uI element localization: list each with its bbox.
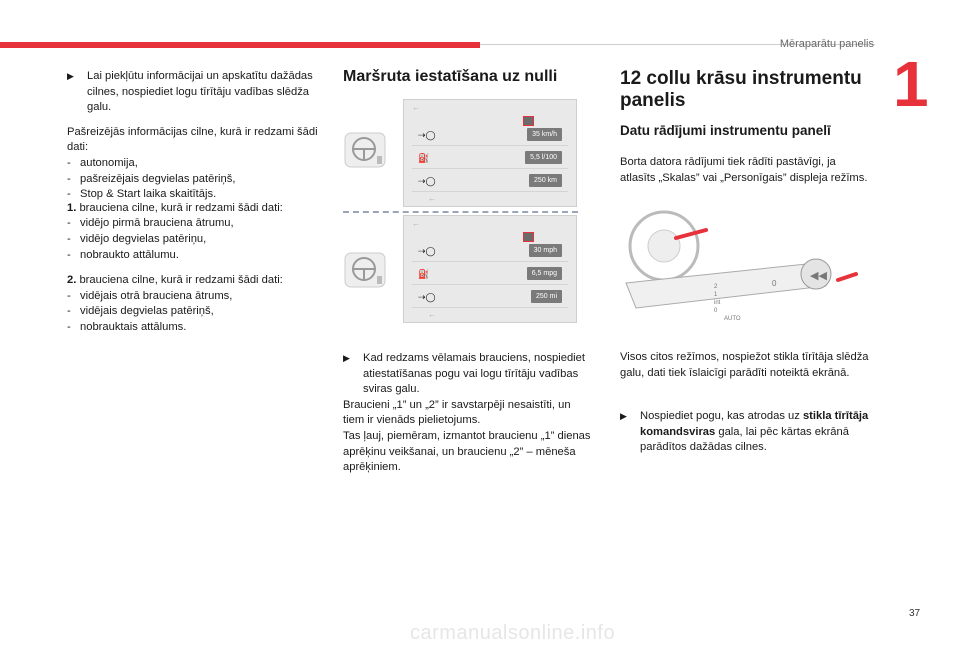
right-title: 12 collu krāsu instrumentu panelis — [620, 68, 862, 111]
list-item-text: vidējais otrā brauciena ātrums, — [80, 289, 233, 302]
left-bullet — [67, 69, 322, 116]
distance-value: 250 mi — [531, 290, 562, 303]
list-item: - nobrauktais attālums. — [67, 320, 187, 333]
middle-bullet-text: Kad redzams vēlamais brauciens, nospiediet atiestatīšanas pogu vai logu tīrītāju vadības sviras galu. — [363, 352, 586, 396]
list-item: - nobraukto attālumu. — [67, 248, 179, 261]
middle-para-2: Tas ļauj, piemēram, izmantot braucienu „1” dienas aprēķinu veikšanai, un braucienu „2” – mēneša aprēķiniem. — [343, 429, 591, 474]
wiper-stalk-illustration — [616, 208, 866, 333]
red-arrow-icon — [676, 230, 706, 238]
list-item: - Stop & Start laika skaitītājs. — [67, 188, 217, 201]
chapter-number: 1 — [893, 48, 929, 120]
watermark: carmanualsonline.info — [410, 622, 616, 644]
stalk-end-arrows-icon: ◀◀ — [810, 270, 827, 282]
right-para-1: Borta datora rādījumi tiek rādīti pastāvīgi, ja atlasīts „Skalas” vai „Personīgais” displeja režīms. — [620, 156, 868, 184]
fuel-icon: ⛽ — [418, 269, 430, 279]
list-item-text: nobraukto attālumu. — [80, 248, 179, 261]
consumption-value: 5,5 l/100 — [525, 151, 562, 164]
right-bullet-post: gala, lai pēc kārtas ekrānā parādītos dažādas cilnes. — [640, 425, 849, 454]
trip1-number: 1. — [67, 201, 77, 214]
trip2-intro — [67, 273, 322, 289]
left-bullet-text: Lai piekļūtu informācijai un apskatītu dažādas cilnes, nospiediet logu tīrītāju vadības slēdža galu. — [87, 70, 313, 114]
stalk-label: int — [714, 300, 721, 306]
back-arrow-icon: ← — [412, 103, 420, 112]
bullet-marker-icon: ▶ — [67, 71, 74, 81]
stalk-label: 1 — [714, 292, 718, 298]
middle-para-1: Braucieni „1” un „2” ir savstarpēji nesaistīti, un tiem ir vienāds pielietojums. — [343, 398, 571, 427]
list-item: - autonomija, — [67, 156, 138, 169]
trip1-intro-text: brauciena cilne, kurā ir redzami šādi dati: — [79, 201, 283, 214]
bullet-marker-icon: ▶ — [343, 353, 350, 363]
section-title: Mēraparātu panelis — [779, 38, 874, 50]
screen-row-consumption — [412, 265, 568, 285]
distance-value: 250 km — [529, 174, 562, 187]
press-arrow-icon — [838, 274, 856, 280]
list-item: - vidējo degvielas patēriņu, — [67, 232, 207, 245]
list-item-text: Stop & Start laika skaitītājs. — [80, 188, 217, 201]
stalk-label: 0 — [772, 279, 777, 288]
middle-title: Maršruta iestatīšana uz nulli — [343, 68, 558, 85]
current-tab-intro: Pašreizējās informācijas cilne, kurā ir redzami šādi dati: — [67, 125, 318, 154]
right-bullet — [620, 409, 875, 456]
list-item: - vidējo pirmā brauciena ātrumu, — [67, 217, 234, 230]
right-para-2: Visos citos režīmos, nospiežot stikla tīrītāja slēdža galu, dati tiek īslaicīgi parādīti noteiktā ekrānā. — [620, 351, 869, 379]
screen-row-speed — [412, 242, 568, 262]
forward-arrow-icon: ← — [428, 194, 436, 203]
screen-row-consumption — [412, 149, 568, 169]
speed-value: 35 km/h — [527, 128, 562, 141]
page-number: 37 — [909, 608, 921, 619]
distance-icon: ⇢◯ — [418, 292, 436, 302]
trip1-intro — [67, 201, 322, 217]
right-bullet-bold: stikla tīrītāja komandsviras — [640, 410, 869, 438]
list-item-text: vidējais degvielas patēriņš, — [80, 305, 214, 318]
stalk-label: 2 — [714, 284, 718, 290]
reset-badge-icon — [523, 116, 534, 126]
left-column — [67, 69, 322, 336]
consumption-value: 6,5 mpg — [527, 267, 562, 280]
trip2-intro-text: brauciena cilne, kurā ir redzami šādi dati: — [79, 274, 283, 287]
trip-screen-imperial — [403, 215, 577, 323]
list-item: - vidējais otrā brauciena ātrums, — [67, 289, 233, 302]
middle-bullet — [343, 351, 593, 398]
right-bullet-item — [620, 409, 875, 456]
speed-value: 30 mph — [529, 244, 562, 257]
stalk-label: 0 — [714, 308, 718, 314]
right-subtitle: Datu rādījumi instrumentu panelī — [620, 123, 831, 138]
speed-icon: ⇢◯ — [418, 130, 436, 140]
list-item: - pašreizējais degvielas patēriņš, — [67, 172, 236, 185]
reset-badge-icon — [523, 232, 534, 242]
steering-wheel-icon — [344, 252, 386, 288]
stalk-body — [626, 263, 826, 308]
trip-screen-metric — [403, 99, 577, 207]
list-item-text: autonomija, — [80, 156, 138, 169]
list-item-text: nobrauktais attālums. — [80, 320, 187, 333]
middle-text — [343, 351, 593, 476]
distance-icon: ⇢◯ — [418, 176, 436, 186]
stalk-label: AUTO — [724, 316, 741, 322]
screen-row-distance — [412, 288, 568, 308]
right-bullet-pre: Nospiediet pogu, kas atrodas uz — [640, 410, 800, 422]
screen-row-speed — [412, 126, 568, 146]
list-item-text: vidējo pirmā brauciena ātrumu, — [80, 217, 234, 230]
bullet-marker-icon: ▶ — [620, 411, 627, 421]
steering-hub — [648, 230, 680, 262]
forward-arrow-icon: ← — [428, 310, 436, 319]
list-item-text: vidējo degvielas patēriņu, — [80, 232, 207, 245]
speed-icon: ⇢◯ — [418, 246, 436, 256]
screen-row-distance — [412, 172, 568, 192]
steering-wheel-icon — [344, 132, 386, 168]
list-item: - vidējais degvielas patēriņš, — [67, 305, 214, 318]
separator — [343, 211, 578, 213]
header-red-bar — [0, 42, 480, 48]
trip2-number: 2. — [67, 274, 77, 287]
list-item-text: pašreizējais degvielas patēriņš, — [80, 172, 236, 185]
back-arrow-icon: ← — [412, 219, 420, 228]
fuel-icon: ⛽ — [418, 153, 430, 163]
